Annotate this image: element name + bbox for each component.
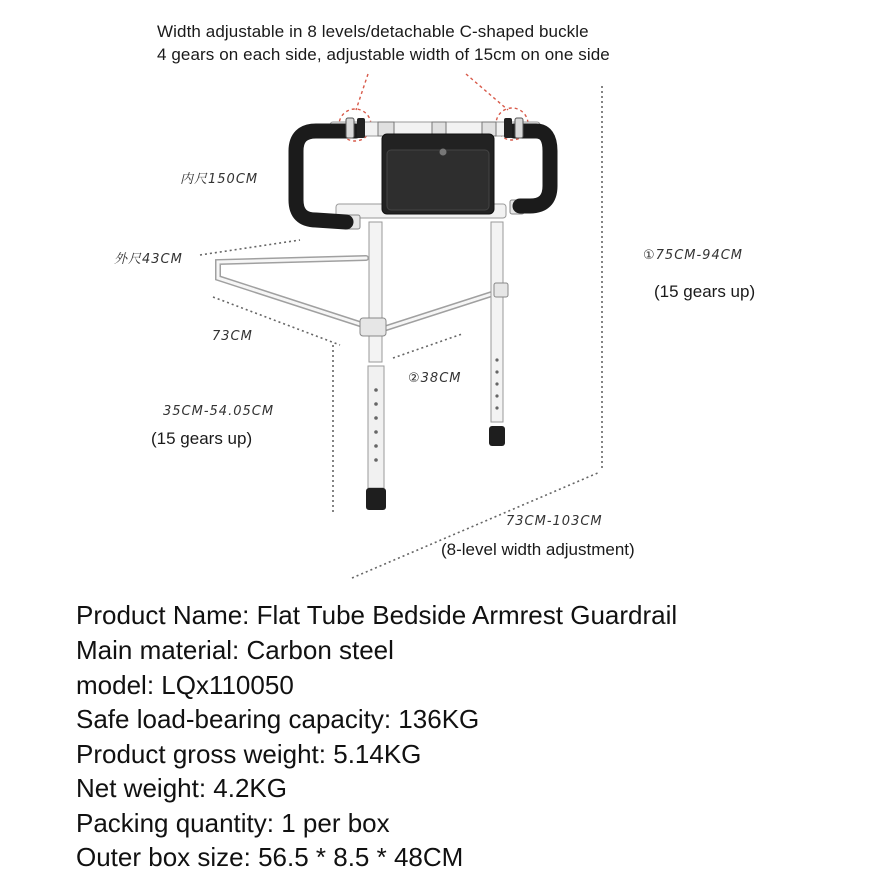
storage-pouch bbox=[382, 134, 494, 214]
callout-line-left bbox=[356, 74, 368, 110]
back-legs bbox=[489, 222, 505, 446]
depth-guide-line bbox=[393, 334, 462, 358]
depth-label: ②38CM bbox=[408, 371, 462, 386]
spec-net-weight: Net weight: 4.2KG bbox=[76, 773, 287, 803]
leg-height-note: (15 gears up) bbox=[151, 429, 253, 448]
header-line-2: 4 gears on each side, adjustable width of 15cm on one side bbox=[157, 45, 610, 64]
callout-line-right bbox=[466, 74, 508, 110]
spec-packing-quantity: Packing quantity: 1 per box bbox=[76, 808, 390, 838]
spec-load-capacity: Safe load-bearing capacity: 136KG bbox=[76, 704, 480, 734]
base-frame bbox=[218, 258, 498, 330]
spec-gross-weight: Product gross weight: 5.14KG bbox=[76, 739, 422, 769]
front-legs bbox=[366, 222, 499, 510]
width-range-label: 73CM-103CM bbox=[506, 514, 603, 529]
total-height-label: ①75CM-94CM bbox=[643, 248, 744, 263]
total-height-note: (15 gears up) bbox=[654, 282, 756, 301]
width-range-note: (8-level width adjustment) bbox=[441, 540, 635, 559]
base-length-label: 73CM bbox=[212, 329, 253, 344]
inner-length-label: 内尺150CM bbox=[180, 172, 259, 187]
outer-width-guide-line bbox=[200, 240, 300, 255]
spec-product-name: Product Name: Flat Tube Bedside Armrest Guardrail bbox=[76, 600, 678, 630]
spec-outer-box-size: Outer box size: 56.5 * 8.5 * 48CM bbox=[76, 842, 464, 872]
leg-height-label: 35CM-54.05CM bbox=[163, 404, 275, 419]
header-line-1: Width adjustable in 8 levels/detachable C-shaped buckle bbox=[157, 22, 589, 41]
spec-model: model: LQx110050 bbox=[76, 670, 294, 700]
spec-main-material: Main material: Carbon steel bbox=[76, 635, 394, 665]
outer-width-label: 外尺43CM bbox=[114, 252, 183, 267]
